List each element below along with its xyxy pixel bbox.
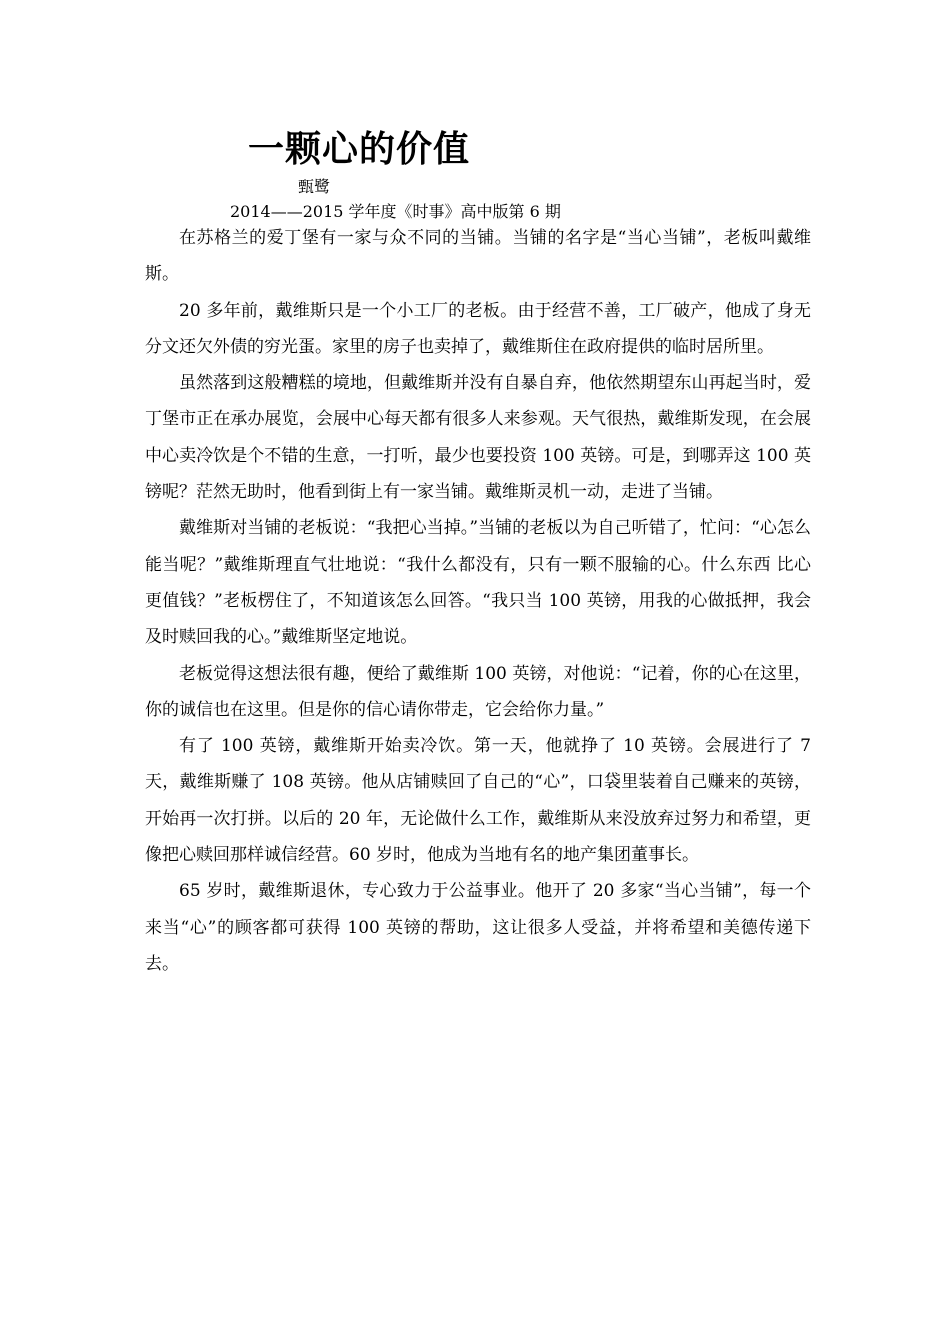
paragraph-1: 在苏格兰的爱丁堡有一家与众不同的当铺。当铺的名字是“当心当铺”，老板叫戴维斯。: [145, 228, 811, 285]
paragraph-7: 65 岁时，戴维斯退休，专心致力于公益事业。他开了 20 多家“当心当铺”，每一个来当“心”的顾客都可获得 100 英镑的帮助，这让很多人受益，并将希望和美德传递下去。: [145, 881, 811, 974]
paragraph-2: 20 多年前，戴维斯只是一个小工厂的老板。由于经营不善，工厂破产，他成了身无分文还欠外债的穷光蛋。家里的房子也卖掉了，戴维斯住在政府提供的临时居所里。: [145, 300, 811, 357]
article-title: 一颗心的价值: [248, 128, 471, 170]
article-source: 2014——2015 学年度《时事》高中版第 6 期: [230, 202, 561, 221]
paragraph-6: 有了 100 英镑，戴维斯开始卖冷饮。第一天，他就挣了 10 英镑。会展进行了 7 天，戴维斯赚了 108 英镑。他从店铺赎回了自己的“心”，口袋里装着自己赚来的英镑，开始再一次打拼。以后的 20 年，无论做什么工作，戴维斯从来没放弃过努力和希望，更像把心赎回那样诚信经营。60 岁时，他成为当地有名的地产集团董事长。: [145, 736, 811, 866]
paragraph-5: 老板觉得这想法很有趣，便给了戴维斯 100 英镑，对他说：“记着，你的心在这里，你的诚信也在这里。但是你的信心请你带走，它会给你力量。”: [145, 663, 811, 720]
paragraph-3: 虽然落到这般糟糕的境地，但戴维斯并没有自暴自弃，他依然期望东山再起当时，爱丁堡市正在承办展览，会展中心每天都有很多人来参观。天气很热，戴维斯发现，在会展中心卖冷饮是个不错的生意，一打听，最少也要投资 100 英镑。可是，到哪弄这 100 英镑呢？茫然无助时，他看到街上有一家当铺。戴维斯灵机一动，走进了当铺。: [145, 373, 811, 503]
article-body: [145, 220, 811, 982]
paragraph-4: 戴维斯对当铺的老板说：“我把心当掉。”当铺的老板以为自己听错了，忙问：“心怎么能当呢？”戴维斯理直气壮地说：“我什么都没有，只有一颗不服输的心。什么东西 比心更值钱？”老板楞住了，不知道该怎么回答。“我只当 100 英镑，用我的心做抵押，我会及时赎回我的心。”戴维斯坚定地说。: [145, 518, 811, 648]
article-author: 甄鹭: [298, 177, 331, 196]
